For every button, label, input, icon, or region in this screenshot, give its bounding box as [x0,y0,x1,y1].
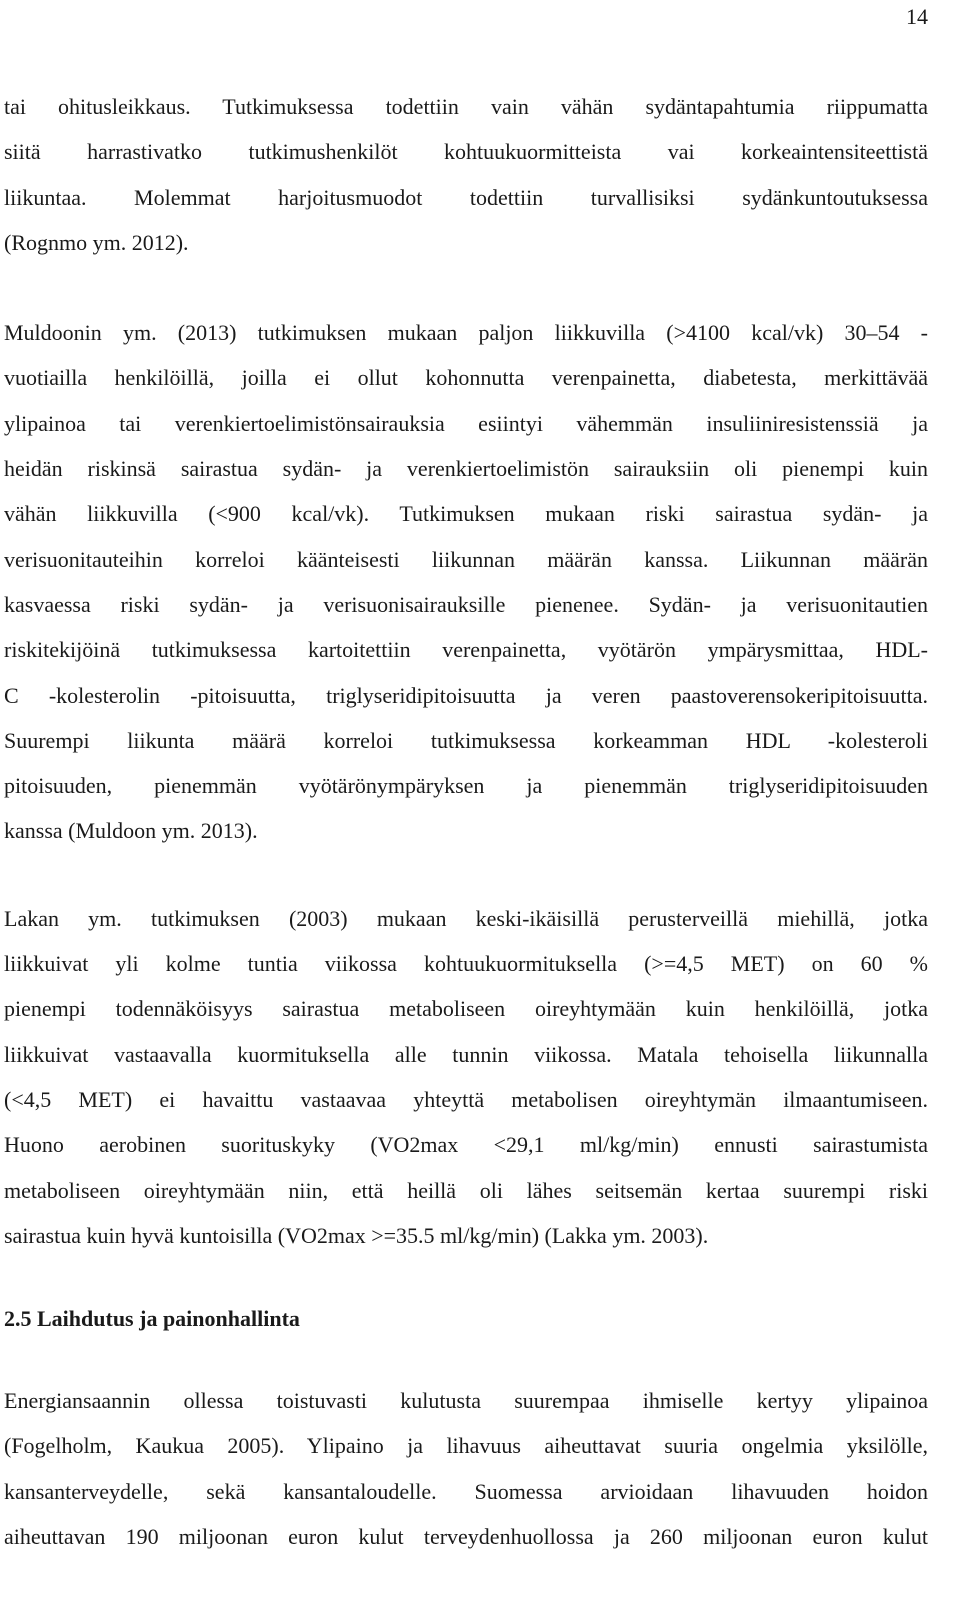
text-line: Suurempi liikunta määrä korreloi tutkimuksessa korkeamman HDL -kolesteroli [4,727,928,753]
text-line: (Fogelholm, Kaukua 2005). Ylipaino ja lihavuus aiheuttavat suuria ongelmia yksilölle, [4,1433,928,1459]
text-line: siitä harrastivatko tutkimushenkilöt kohtuukuormitteista vai korkeaintensiteettistä [4,139,928,165]
paragraph-painonhallinta [4,1378,928,1559]
text-line: liikkuivat yli kolme tuntia viikossa kohtuukuormituksella (>=4,5 MET) on 60 % [4,951,928,977]
text-line: Huono aerobinen suorituskyky (VO2max <29,1 ml/kg/min) ennusti sairastumista [4,1132,928,1158]
text-line: vuotiailla henkilöillä, joilla ei ollut kohonnutta verenpainetta, diabetesta, merkittävää [4,365,928,391]
text-line: tai ohitusleikkaus. Tutkimuksessa todettiin vain vähän sydäntapahtumia riippumatta [4,94,928,119]
text-line: kansanterveydelle, sekä kansantaloudelle. Suomessa arvioidaan lihavuuden hoidon [4,1478,928,1504]
text-line: (Rognmo ym. 2012). [4,229,189,255]
text-line: liikuntaa. Molemmat harjoitusmuodot todettiin turvallisiksi sydänkuntoutuksessa [4,184,928,210]
text-line: liikkuivat vastaavalla kuormituksella alle tunnin viikossa. Matala tehoisella liikunnalla [4,1041,928,1067]
text-line: (<4,5 MET) ei havaittu vastaavaa yhteyttä metabolisen oireyhtymän ilmaantumiseen. [4,1086,928,1112]
text-line: verisuonitauteihin korreloi käänteisesti liikunnan määrän kanssa. Liikunnan määrän [4,546,928,572]
paragraph-lakka [4,896,928,1258]
text-line: vähän liikkuvilla (<900 kcal/vk). Tutkimuksen mukaan riski sairastua sydän- ja [4,501,928,527]
page-number: 14 [906,4,928,29]
paragraph-rognmo [4,84,928,265]
text-line: Lakan ym. tutkimuksen (2003) mukaan keski-ikäisillä perusterveillä miehillä, jotka [4,905,928,931]
text-line: Muldoonin ym. (2013) tutkimuksen mukaan paljon liikkuvilla (>4100 kcal/vk) 30–54 - [4,320,928,346]
text-line: ylipainoa tai verenkiertoelimistönsairauksia esiintyi vähemmän insuliiniresistenssiä ja [4,410,928,436]
text-line: kasvaessa riski sydän- ja verisuonisairauksille pienenee. Sydän- ja verisuonitautien [4,591,928,617]
text-line: riskitekijöinä tutkimuksessa kartoitettiin verenpainetta, vyötärön ympärysmittaa, HDL- [4,637,928,663]
text-line: C -kolesterolin -pitoisuutta, triglyseridipitoisuutta ja veren paastoverensokeripitoisuutta. [4,682,928,708]
text-line: pitoisuuden, pienemmän vyötärönympäryksen ja pienemmän triglyseridipitoisuuden [4,773,928,799]
paragraph-muldoon [4,310,928,854]
text-line: metaboliseen oireyhtymään niin, että heillä oli lähes seitsemän kertaa suurempi riski [4,1177,928,1203]
text-line: sairastua kuin hyvä kuntoisilla (VO2max >=35.5 ml/kg/min) (Lakka ym. 2003). [4,1222,709,1248]
text-line: aiheuttavan 190 miljoonan euron kulut terveydenhuollossa ja 260 miljoonan euron kulut [4,1524,928,1550]
text-line: kanssa (Muldoon ym. 2013). [4,818,258,844]
text-line: heidän riskinsä sairastua sydän- ja verenkiertoelimistön sairauksiin oli pienempi kuin [4,456,928,482]
text-line: pienempi todennäköisyys sairastua metaboliseen oireyhtymään kuin henkilöillä, jotka [4,996,928,1022]
document-body [4,84,928,1559]
text-line: Energiansaannin ollessa toistuvasti kulutusta suurempaa ihmiselle kertyy ylipainoa [4,1388,928,1414]
section-heading: 2.5 Laihdutus ja painonhallinta [4,1306,300,1332]
